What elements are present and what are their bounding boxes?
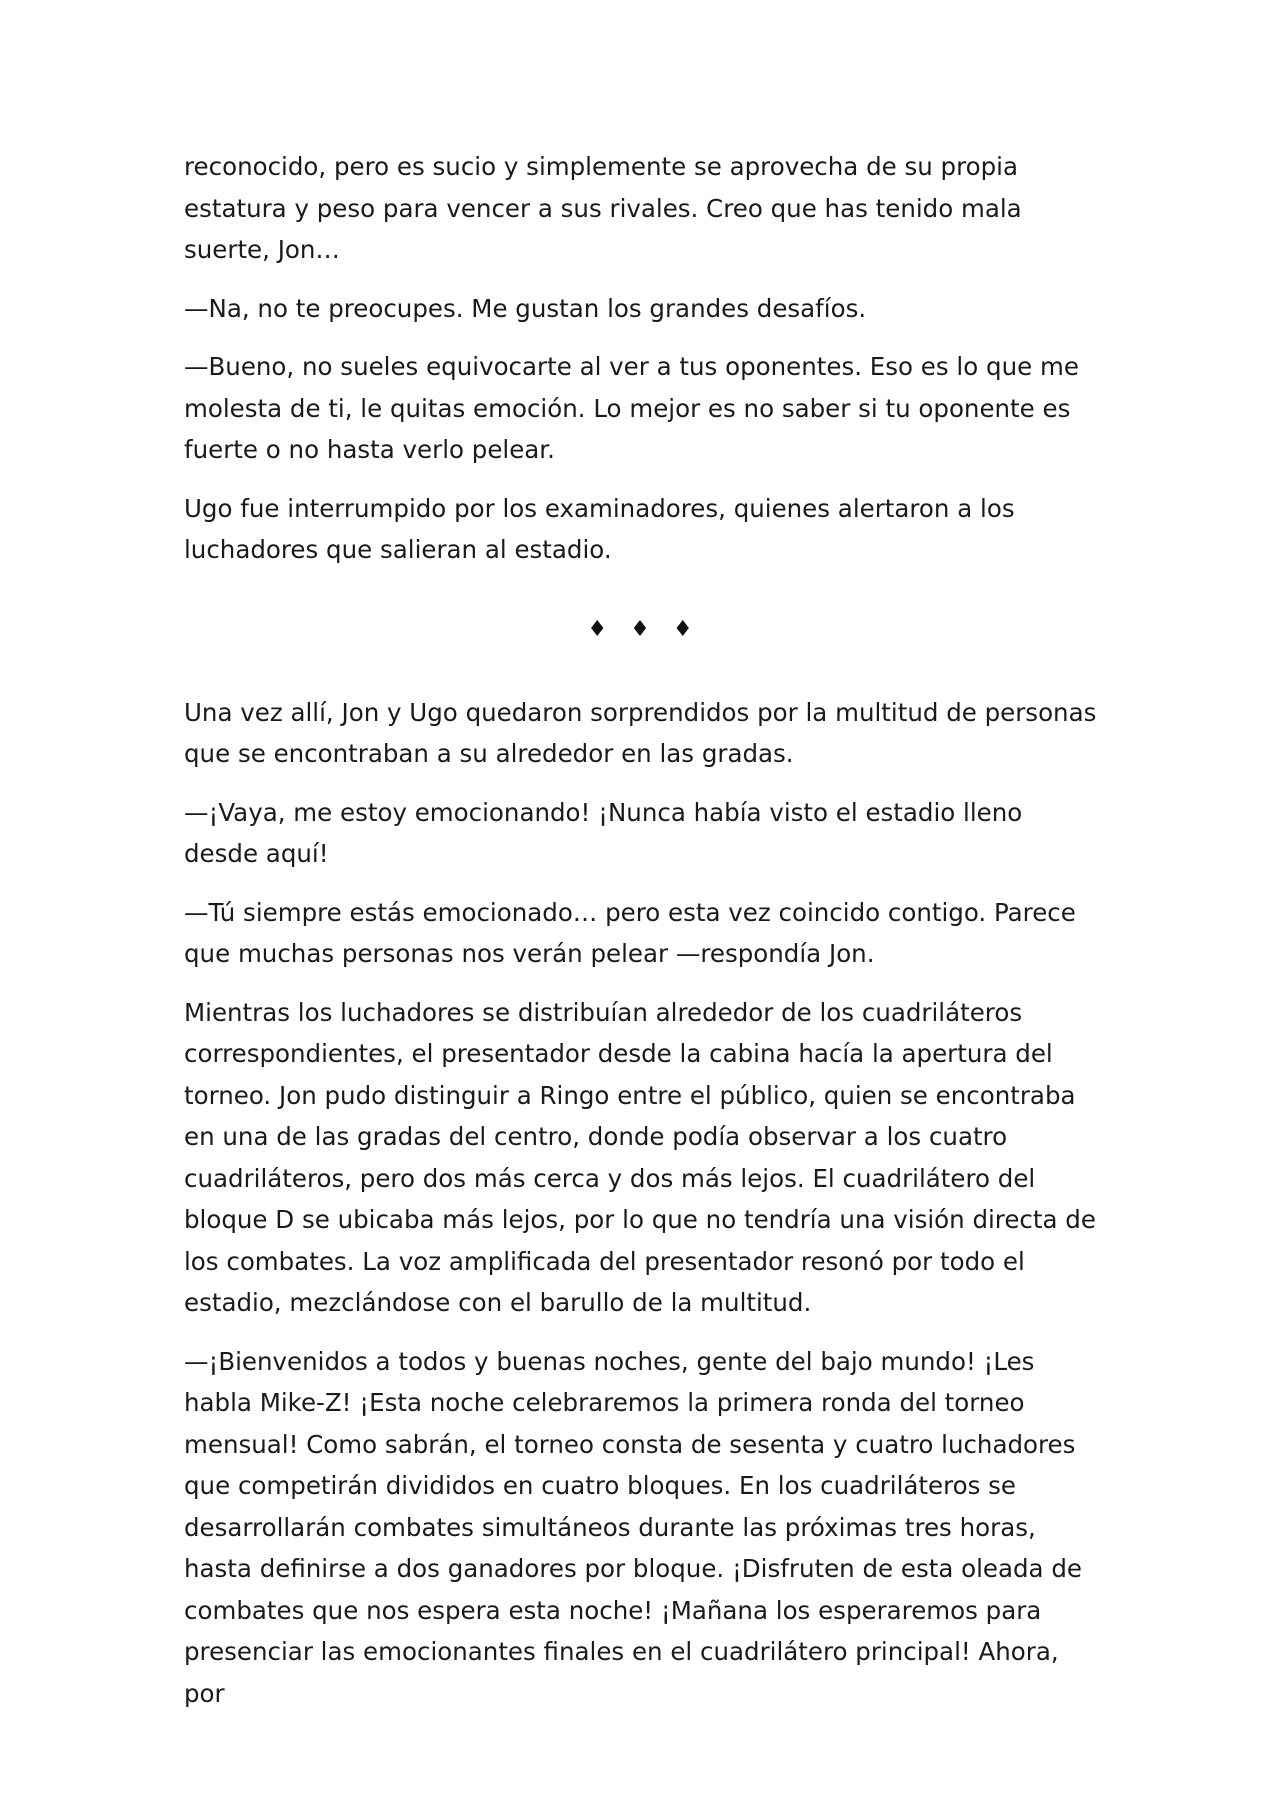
paragraph-dialogue-jon-reply: —Tú siempre estás emocionado… pero esta vez coincido contigo. Parece que muchas personas nos verán pelear —respondía Jon. (184, 897, 1076, 968)
paragraph-continuation: reconocido, pero es sucio y simplemente se aprovecha de su propia estatura y peso para vencer a sus rivales. Creo que has tenido mala suerte, Jon… (184, 152, 1022, 264)
paragraph-dialogue-jon: —Na, no te preocupes. Me gustan los grandes desafíos. (184, 293, 867, 323)
paragraph-dialogue-ugo-excited: —¡Vaya, me estoy emocionando! ¡Nunca había visto el estadio lleno desde aquí! (184, 797, 1023, 868)
section-separator-diamonds: ♦ ♦ ♦ (587, 616, 701, 642)
paragraph-narration-stadium: Mientras los luchadores se distribuían alrededor de los cuadriláteros correspondientes, el presentador desde la cabina hacía la apertura del torneo. Jon pudo distinguir a Ringo entre el público, quien se encontraba en una de las gradas del centro, donde podía observar a los cuatro cuadriláteros, pero dos más cerca y dos más lejos. El cuadrilátero del bloque D se ubicaba más lejos, por lo que no tendría una visión directa de los combates. La voz amplificada del presentador resonó por todo el estadio, mezclándose con el barullo de la multitud. (184, 997, 1096, 1317)
paragraph-dialogue-ugo: —Bueno, no sueles equivocarte al ver a tus oponentes. Eso es lo que me molesta de ti, le quitas emoción. Lo mejor es no saber si tu oponente es fuerte o no hasta verlo pelear. (184, 352, 1079, 464)
paragraph-narration-arrival: Una vez allí, Jon y Ugo quedaron sorprendidos por la multitud de personas que se encontraban a su alrededor en las gradas. (184, 697, 1097, 768)
paragraph-narration: Ugo fue interrumpido por los examinadores, quienes alertaron a los luchadores que salieran al estadio. (184, 493, 1015, 564)
document-page (184, 146, 1104, 1731)
paragraph-dialogue-presenter: —¡Bienvenidos a todos y buenas noches, gente del bajo mundo! ¡Les habla Mike-Z! ¡Esta noche celebraremos la primera ronda del torneo mensual! Como sabrán, el torneo consta de sesenta y cuatro luchadores que competirán divididos en cuatro bloques. En los cuadriláteros se desarrollarán combates simultáneos durante las próximas tres horas, hasta definirse a dos ganadores por bloque. ¡Disfruten de esta oleada de combates que nos espera esta noche! ¡Mañana los esperaremos para presenciar las emocionantes finales en el cuadrilátero principal! Ahora, por (184, 1346, 1082, 1708)
